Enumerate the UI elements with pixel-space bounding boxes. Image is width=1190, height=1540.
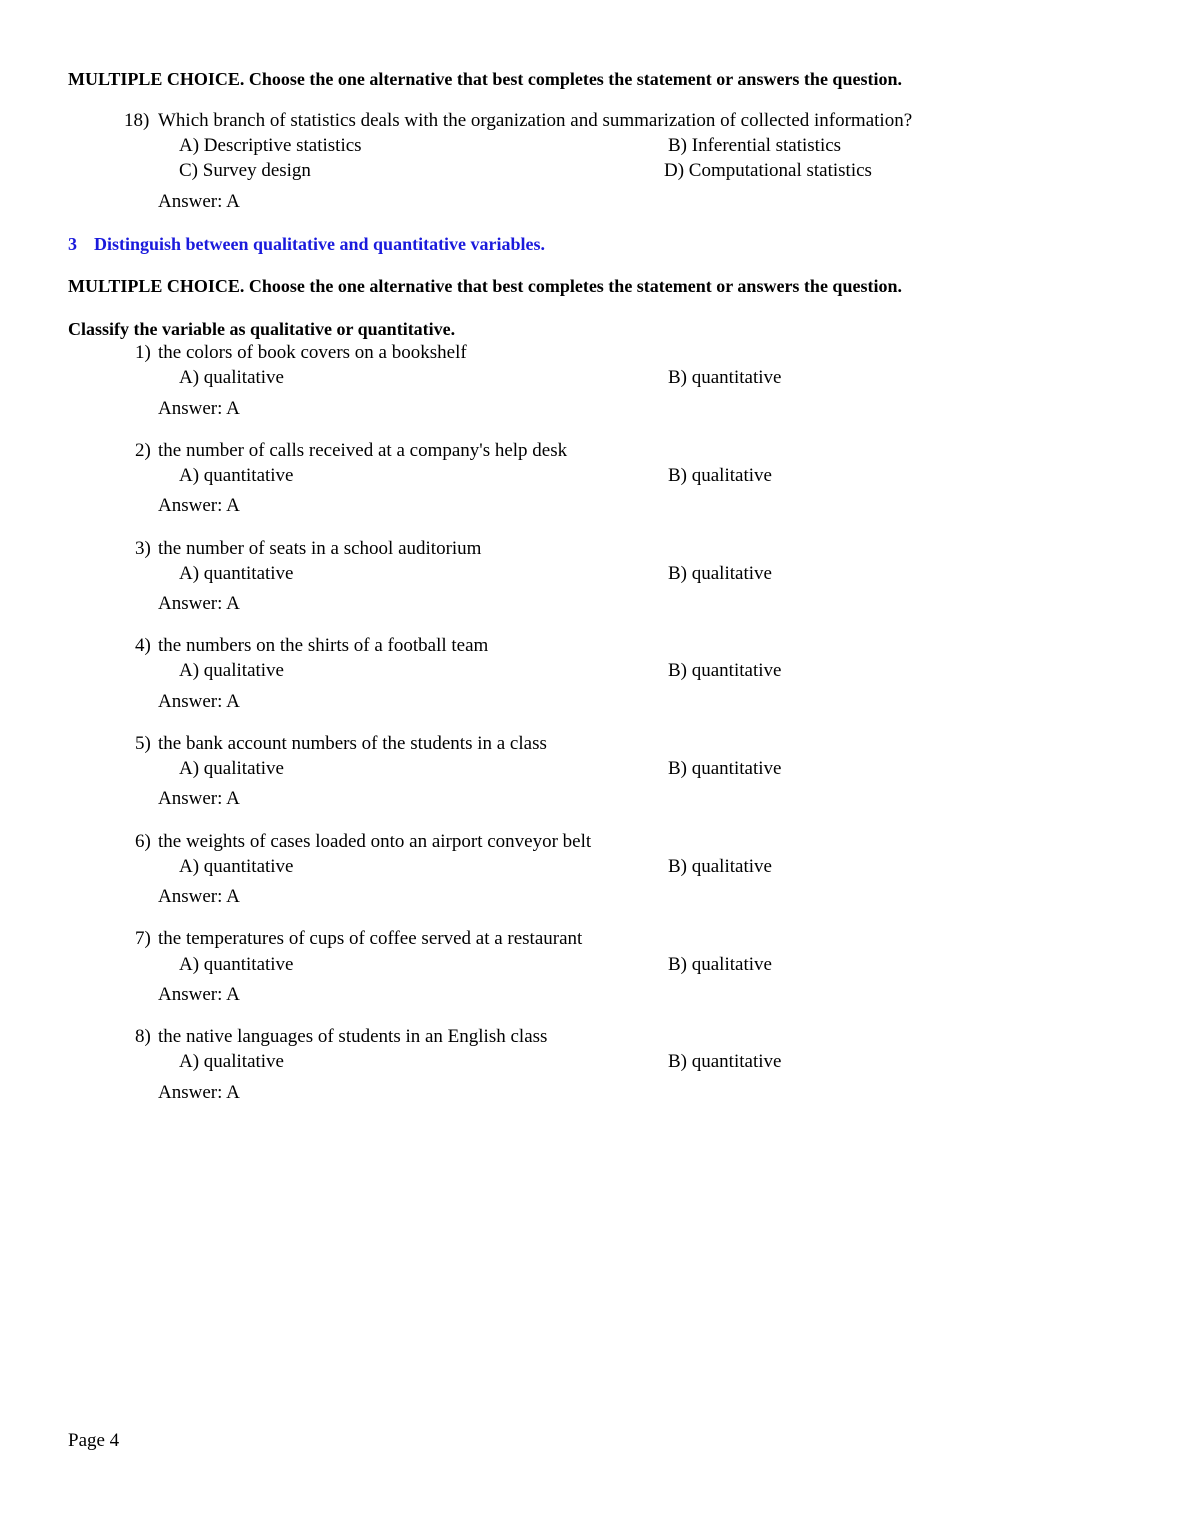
answer: Answer: A (158, 495, 240, 516)
option-b: B) qualitative (668, 563, 772, 584)
option-a: A) qualitative (179, 758, 284, 779)
option-b: B) qualitative (668, 954, 772, 975)
question-text: the bank account numbers of the students in a class (158, 733, 547, 754)
question-number: 4) (135, 635, 151, 656)
objective-heading (68, 232, 545, 256)
answer: Answer: A (158, 886, 240, 907)
question-text: the weights of cases loaded onto an airport conveyor belt (158, 831, 592, 852)
objective-text: Distinguish between qualitative and quantitative variables. (94, 234, 546, 254)
option-d: D) Computational statistics (664, 160, 872, 181)
instruction-heading: MULTIPLE CHOICE. Choose the one alternative that best completes the statement or answers the question. (68, 69, 902, 89)
question-number: 2) (135, 440, 151, 461)
option-a: A) quantitative (179, 465, 294, 486)
answer: Answer: A (158, 788, 240, 809)
directions: Classify the variable as qualitative or quantitative. (68, 319, 456, 339)
question-text: the numbers on the shirts of a football team (158, 635, 489, 656)
option-b: B) Inferential statistics (668, 135, 842, 156)
question-text: the native languages of students in an English class (158, 1026, 548, 1047)
option-a: A) qualitative (179, 660, 284, 681)
answer: Answer: A (158, 593, 240, 614)
question-number: 5) (135, 733, 151, 754)
answer: Answer: A (158, 398, 240, 419)
question-number: 6) (135, 831, 151, 852)
option-b: B) quantitative (668, 758, 782, 779)
question-number: 1) (135, 342, 151, 363)
option-a: A) qualitative (179, 367, 284, 388)
option-a: A) Descriptive statistics (179, 135, 362, 156)
answer: Answer: A (158, 691, 240, 712)
question-number: 8) (135, 1026, 151, 1047)
answer: Answer: A (158, 984, 240, 1005)
option-b: B) qualitative (668, 465, 772, 486)
question-text: the number of calls received at a company's help desk (158, 440, 568, 461)
question-text: Which branch of statistics deals with the organization and summarization of collected information? (158, 110, 913, 131)
option-a: A) quantitative (179, 563, 294, 584)
question-number: 7) (135, 928, 151, 949)
instruction-heading: MULTIPLE CHOICE. Choose the one alternative that best completes the statement or answers the question. (68, 276, 902, 296)
option-b: B) qualitative (668, 856, 772, 877)
question-text: the colors of book covers on a bookshelf (158, 342, 467, 363)
answer: Answer: A (158, 191, 240, 212)
option-b: B) quantitative (668, 660, 782, 681)
option-c: C) Survey design (179, 160, 311, 181)
option-b: B) quantitative (668, 367, 782, 388)
question-number: 18) (124, 110, 150, 131)
option-a: A) quantitative (179, 954, 294, 975)
question-text: the temperatures of cups of coffee served at a restaurant (158, 928, 583, 949)
question-number: 3) (135, 538, 151, 559)
question-text: the number of seats in a school auditorium (158, 538, 482, 559)
objective-number: 3 (68, 234, 77, 254)
option-a: A) quantitative (179, 856, 294, 877)
option-b: B) quantitative (668, 1051, 782, 1072)
answer: Answer: A (158, 1082, 240, 1103)
page-number: Page 4 (68, 1430, 120, 1451)
option-a: A) qualitative (179, 1051, 284, 1072)
